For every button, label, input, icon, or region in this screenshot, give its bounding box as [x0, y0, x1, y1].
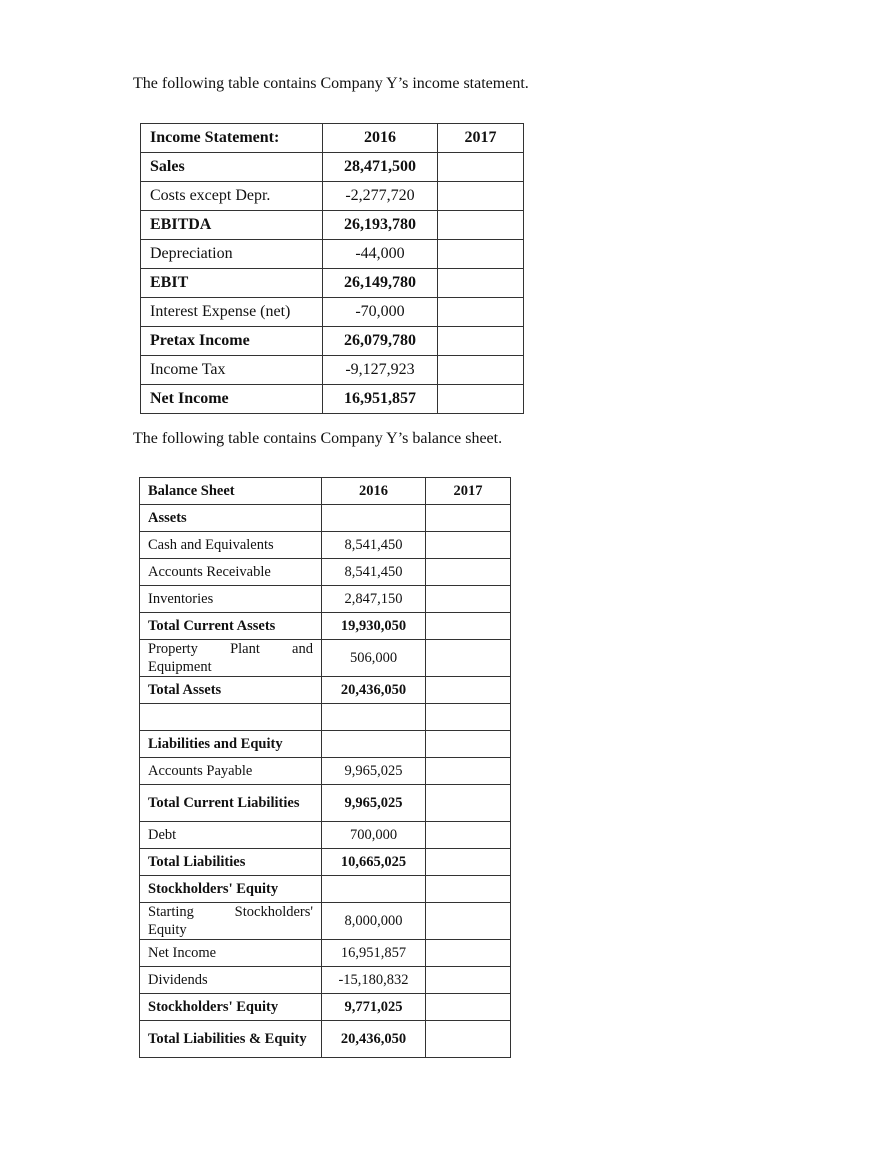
value-2016: 8,541,450	[322, 532, 426, 559]
value-2017	[426, 849, 511, 876]
value-2016: 506,000	[322, 640, 426, 677]
value-2017	[438, 356, 524, 385]
row-label: Interest Expense (net)	[141, 298, 323, 327]
row-label: Stockholders' Equity	[140, 994, 322, 1021]
value-2016: 16,951,857	[323, 385, 438, 414]
value-2016	[322, 505, 426, 532]
value-2017	[426, 532, 511, 559]
row-label: Income Tax	[141, 356, 323, 385]
row-label: Starting Stockholders' Equity	[140, 903, 322, 940]
row-label: Total Assets	[140, 677, 322, 704]
value-2017	[426, 876, 511, 903]
value-2016: -15,180,832	[322, 967, 426, 994]
table-row	[140, 586, 511, 613]
table-row	[140, 785, 511, 822]
header-cell-2017: 2017	[426, 478, 511, 505]
value-2016	[322, 704, 426, 731]
table-row	[140, 559, 511, 586]
table-row	[140, 940, 511, 967]
value-2016: 26,149,780	[323, 269, 438, 298]
table-row	[141, 211, 524, 240]
header-cell-2016: 2016	[322, 478, 426, 505]
value-2016: 26,079,780	[323, 327, 438, 356]
table-row	[140, 822, 511, 849]
value-2017	[426, 586, 511, 613]
row-label: Total Current Assets	[140, 613, 322, 640]
value-2017	[426, 903, 511, 940]
value-2017	[426, 640, 511, 677]
row-label: Depreciation	[141, 240, 323, 269]
row-label: Cash and Equivalents	[140, 532, 322, 559]
table-row	[140, 967, 511, 994]
table-row	[141, 356, 524, 385]
value-2016: 9,965,025	[322, 785, 426, 822]
value-2016: 10,665,025	[322, 849, 426, 876]
value-2016: 700,000	[322, 822, 426, 849]
row-label	[140, 704, 322, 731]
header-cell-2016: 2016	[323, 124, 438, 153]
table-row	[141, 182, 524, 211]
value-2016: 20,436,050	[322, 677, 426, 704]
value-2016: 9,771,025	[322, 994, 426, 1021]
value-2017	[438, 298, 524, 327]
value-2017	[438, 211, 524, 240]
value-2016: 28,471,500	[323, 153, 438, 182]
value-2017	[426, 731, 511, 758]
header-cell-label: Balance Sheet	[140, 478, 322, 505]
balance-intro-text: The following table contains Company Y’s balance sheet.	[133, 430, 503, 447]
table-row	[140, 532, 511, 559]
value-2017	[426, 704, 511, 731]
value-2017	[426, 559, 511, 586]
value-2017	[426, 677, 511, 704]
table-row	[141, 269, 524, 298]
value-2017	[426, 613, 511, 640]
value-2017	[438, 153, 524, 182]
table-row	[140, 1021, 511, 1058]
row-label: Inventories	[140, 586, 322, 613]
row-label: Sales	[141, 153, 323, 182]
value-2017	[426, 967, 511, 994]
value-2016: 8,000,000	[322, 903, 426, 940]
table-row	[140, 640, 511, 677]
row-label: Net Income	[140, 940, 322, 967]
table-header-row	[140, 478, 511, 505]
header-cell-label: Income Statement:	[141, 124, 323, 153]
value-2016: 2,847,150	[322, 586, 426, 613]
row-label: Pretax Income	[141, 327, 323, 356]
row-label: Total Current Liabilities	[140, 785, 322, 822]
income-statement-table	[140, 123, 524, 414]
value-2016: 16,951,857	[322, 940, 426, 967]
value-2017	[438, 182, 524, 211]
table-row	[141, 327, 524, 356]
row-label: Dividends	[140, 967, 322, 994]
table-row	[140, 731, 511, 758]
value-2017	[438, 269, 524, 298]
table-row	[140, 903, 511, 940]
value-2016: 19,930,050	[322, 613, 426, 640]
table-row	[140, 876, 511, 903]
value-2016: -2,277,720	[323, 182, 438, 211]
value-2016: -44,000	[323, 240, 438, 269]
value-2017	[426, 994, 511, 1021]
value-2017	[438, 385, 524, 414]
row-label: Liabilities and Equity	[140, 731, 322, 758]
table-row	[141, 298, 524, 327]
row-label: Stockholders' Equity	[140, 876, 322, 903]
value-2016: 26,193,780	[323, 211, 438, 240]
row-label: Property Plant and Equipment	[140, 640, 322, 677]
table-header-row	[141, 124, 524, 153]
row-label: Debt	[140, 822, 322, 849]
value-2016: 9,965,025	[322, 758, 426, 785]
table-row	[140, 677, 511, 704]
value-2017	[438, 240, 524, 269]
value-2017	[426, 785, 511, 822]
value-2016: 8,541,450	[322, 559, 426, 586]
row-label: Total Liabilities & Equity	[140, 1021, 322, 1058]
value-2016: 20,436,050	[322, 1021, 426, 1058]
income-intro-text: The following table contains Company Y’s income statement.	[133, 75, 529, 92]
balance-sheet-table	[139, 477, 511, 1058]
value-2016: -9,127,923	[323, 356, 438, 385]
row-label: Net Income	[141, 385, 323, 414]
table-row	[140, 758, 511, 785]
value-2017	[426, 822, 511, 849]
row-label: EBITDA	[141, 211, 323, 240]
value-2016: -70,000	[323, 298, 438, 327]
value-2017	[426, 758, 511, 785]
table-row	[141, 153, 524, 182]
row-label: Assets	[140, 505, 322, 532]
table-row	[140, 849, 511, 876]
row-label: Accounts Receivable	[140, 559, 322, 586]
row-label: Costs except Depr.	[141, 182, 323, 211]
value-2017	[426, 940, 511, 967]
table-row	[140, 704, 511, 731]
table-row	[140, 505, 511, 532]
table-row	[141, 385, 524, 414]
header-cell-2017: 2017	[438, 124, 524, 153]
row-label: EBIT	[141, 269, 323, 298]
value-2017	[426, 1021, 511, 1058]
row-label: Accounts Payable	[140, 758, 322, 785]
value-2016	[322, 731, 426, 758]
table-row	[140, 613, 511, 640]
row-label: Total Liabilities	[140, 849, 322, 876]
table-row	[140, 994, 511, 1021]
value-2017	[438, 327, 524, 356]
value-2016	[322, 876, 426, 903]
table-row	[141, 240, 524, 269]
value-2017	[426, 505, 511, 532]
